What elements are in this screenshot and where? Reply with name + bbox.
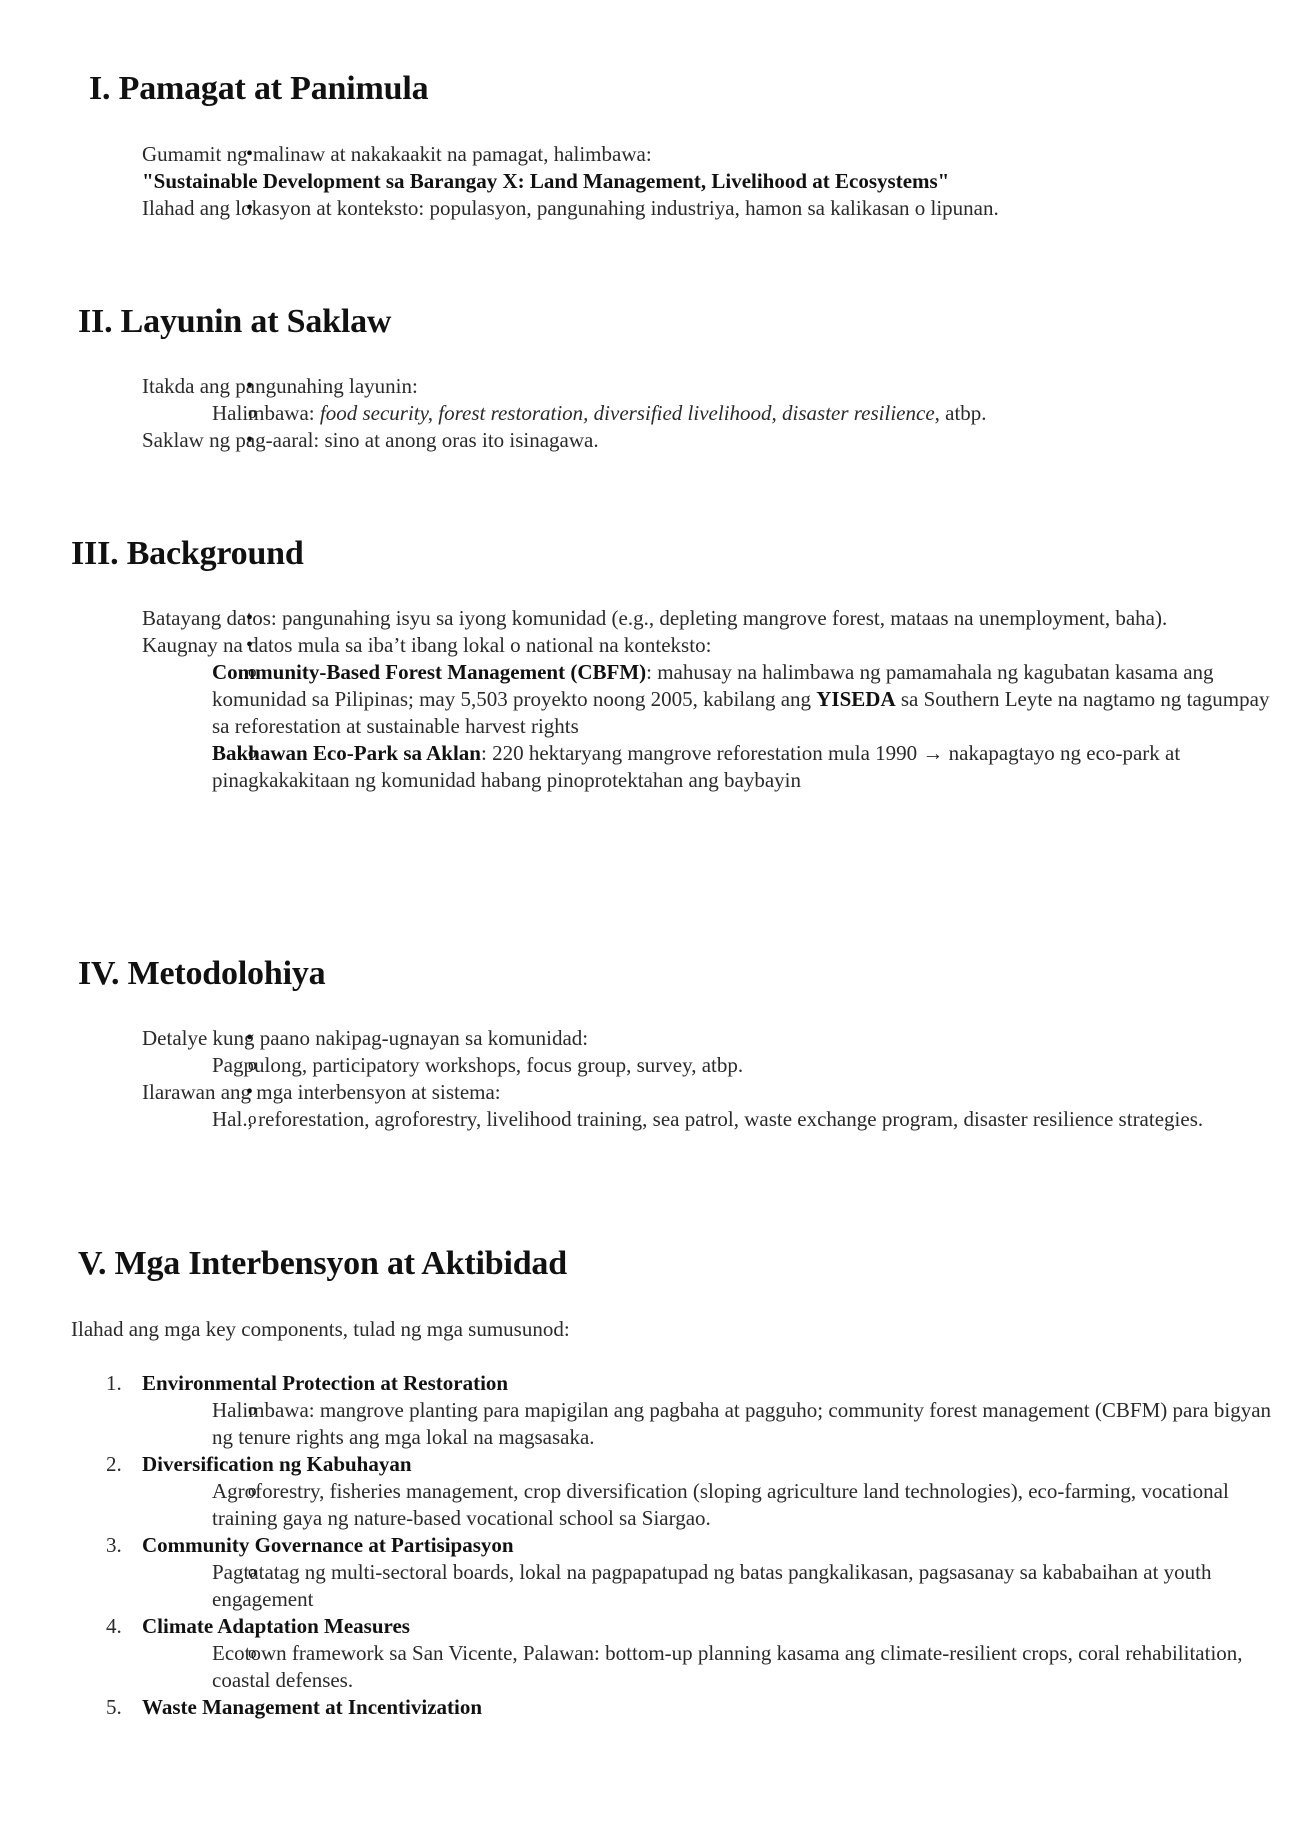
- section-4-list: [0, 1025, 1292, 1133]
- item-number: 2.: [106, 1452, 122, 1476]
- sub-list-item: [212, 740, 1272, 794]
- sub-list-item: o Pagpulong, participatory workshops, focus group, survey, atbp.: [212, 1052, 1292, 1079]
- bakhawan-text: : 220 hektaryang mangrove reforestation mula 1990 → nakapagtayo ng eco-park at pinagkakakitaan ng komunidad habang pinoprotektahan ang baybayin: [212, 741, 1181, 792]
- cbfm-bold: Community-Based Forest Management (CBFM): [212, 660, 647, 684]
- item-title: Climate Adaptation Measures: [142, 1614, 410, 1638]
- sub-list-item: o Hal., reforestation, agroforestry, livelihood training, sea patrol, waste exchange program, disaster resilience strategies.: [212, 1106, 1292, 1133]
- item-text: Itakda ang pangunahing layunin:: [142, 374, 418, 398]
- sub-list-item: o Agroforestry, fisheries management, crop diversification (sloping agriculture land technologies), eco-farming, vocational training gaya ng nature-based vocational school sa Siargao.: [212, 1478, 1292, 1532]
- numbered-item: [106, 1613, 1292, 1694]
- item-title: Diversification ng Kabuhayan: [142, 1452, 412, 1476]
- item-number: 3.: [106, 1533, 122, 1557]
- item-number: 4.: [106, 1614, 122, 1638]
- cbfm-text-2: sa Southern Leyte na nagtamo ng tagumpay sa reforestation at sustainable harvest rights: [212, 687, 1270, 738]
- sub-list: [142, 1052, 1292, 1079]
- section-3-heading: III. Background: [71, 535, 304, 572]
- sub-list: [142, 400, 1292, 427]
- item-text: Ilarawan ang mga interbensyon at sistema:: [142, 1080, 501, 1104]
- section-2-list: [0, 373, 1292, 454]
- item-text: Kaugnay na datos mula sa iba’t ibang lokal o national na konteksto:: [142, 633, 712, 657]
- section-2-heading: II. Layunin at Saklaw: [78, 303, 392, 340]
- sub-list-item: o Ecotown framework sa San Vicente, Palawan: bottom-up planning kasama ang climate-resilient crops, coral rehabilitation, coastal defenses.: [212, 1640, 1292, 1694]
- section-1-heading: I. Pamagat at Panimula: [89, 70, 429, 107]
- section-1-list: [0, 141, 1292, 222]
- sub-list-item: o Halimbawa: mangrove planting para mapigilan ang pagbaha at pagguho; community forest management (CBFM) para bigyan ng tenure rights ang mga lokal na magsasaka.: [212, 1397, 1292, 1451]
- list-item: [142, 632, 1272, 794]
- numbered-item: [106, 1370, 1292, 1451]
- list-item: [142, 1025, 1292, 1079]
- item-number: 5.: [106, 1695, 122, 1719]
- section-5-heading: V. Mga Interbensyon at Aktibidad: [78, 1245, 567, 1282]
- item-text: Detalye kung paano nakipag-ugnayan sa komunidad:: [142, 1026, 589, 1050]
- numbered-item: [106, 1532, 1292, 1613]
- numbered-item: [106, 1451, 1292, 1532]
- sub-list: [142, 1478, 1292, 1532]
- sub-list-item: o Pagtatatag ng multi-sectoral boards, lokal na pagpapatupad ng batas pangkalikasan, pagsasanay sa kababaihan at youth engagement: [212, 1559, 1292, 1613]
- section-5-intro: Ilahad ang mga key components, tulad ng mga sumusunod:: [71, 1317, 570, 1341]
- example-title: "Sustainable Development sa Barangay X: Land Management, Livelihood at Ecosystems": [142, 169, 950, 193]
- sub-list-item: [212, 659, 1272, 740]
- item-title: Environmental Protection at Restoration: [142, 1371, 509, 1395]
- list-item: [142, 373, 1292, 427]
- list-item: [142, 141, 1292, 195]
- sub-list: [142, 1640, 1292, 1694]
- sub-prefix: Halimbawa:: [212, 401, 320, 425]
- sub-list: [142, 1106, 1292, 1133]
- bakhawan-bold: Bakhawan Eco-Park sa Aklan: [212, 741, 481, 765]
- sub-list: [142, 659, 1272, 794]
- item-number: 1.: [106, 1371, 122, 1395]
- numbered-item: [106, 1694, 1292, 1721]
- yiseda-bold: YISEDA: [816, 687, 896, 711]
- item-title: Waste Management at Incentivization: [142, 1695, 483, 1719]
- list-item: • Ilahad ang lokasyon at konteksto: populasyon, pangunahing industriya, hamon sa kalikasan o lipunan.: [142, 195, 1292, 222]
- sub-list: [142, 1559, 1292, 1613]
- sub-list-item: [212, 400, 1292, 427]
- section-3-list: [0, 605, 1272, 794]
- item-title: Community Governance at Partisipasyon: [142, 1533, 514, 1557]
- list-item: [142, 1079, 1292, 1133]
- section-5-list: [0, 1370, 1292, 1721]
- section-4-heading: IV. Metodolohiya: [78, 955, 326, 992]
- list-item: • Saklaw ng pag-aaral: sino at anong oras ito isinagawa.: [142, 427, 1292, 454]
- sub-list: [142, 1397, 1292, 1451]
- cbfm-text: : mahusay na halimbawa ng pamamahala ng kagubatan kasama ang komunidad sa Pilipinas; may 5,503 proyekto noong 2005, kabilang ang: [212, 660, 1214, 711]
- sub-suffix: , atbp.: [934, 401, 987, 425]
- goals-italic: food security, forest restoration, diversified livelihood, disaster resilience: [319, 401, 935, 425]
- item-text: Gumamit ng malinaw at nakakaakit na pamagat, halimbawa:: [142, 142, 652, 166]
- list-item: • Batayang datos: pangunahing isyu sa iyong komunidad (e.g., depleting mangrove forest, mataas na unemployment, baha).: [142, 605, 1272, 632]
